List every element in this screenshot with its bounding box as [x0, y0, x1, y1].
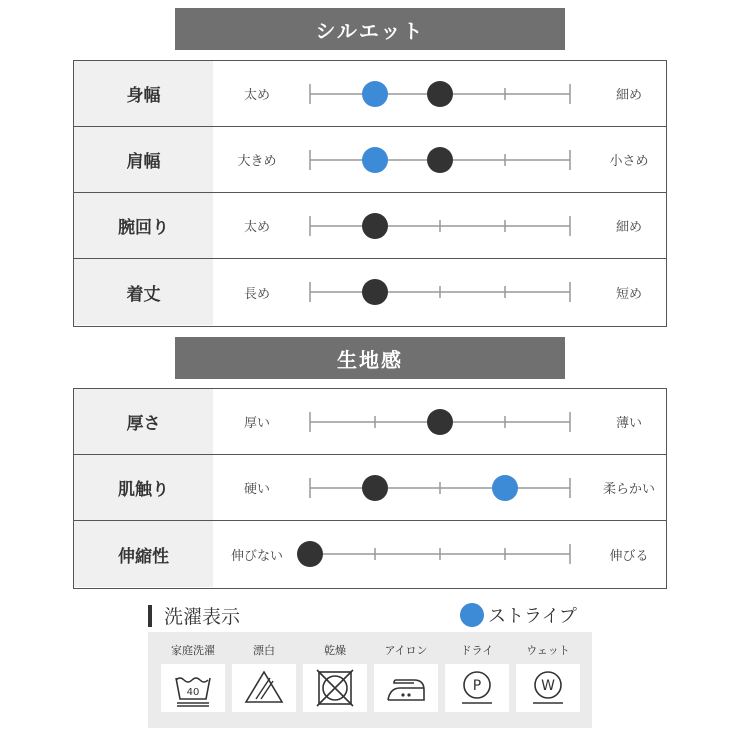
scale-container	[74, 193, 668, 258]
care-label: ドライ	[460, 644, 494, 657]
scale-left-label: 太め	[243, 220, 270, 235]
scale-left-label: 大きめ	[237, 154, 277, 169]
care-item	[161, 640, 225, 712]
scale-container	[74, 521, 668, 587]
wet-clean-w-icon	[516, 664, 580, 712]
silhouette-row	[74, 61, 666, 127]
stripe-marker-dot	[362, 81, 388, 107]
washing-title-group	[148, 602, 240, 629]
scale-right-label: 伸びる	[609, 548, 649, 564]
scale-right-label: 柔らかい	[602, 482, 655, 497]
rating-scale	[74, 455, 668, 521]
row-label: 着丈	[74, 259, 213, 325]
silhouette-header	[175, 8, 565, 50]
rating-scale	[74, 521, 668, 587]
row-label: 厚さ	[74, 389, 213, 454]
rating-scale	[74, 127, 668, 193]
svg-text:40: 40	[186, 687, 200, 698]
row-label: 腕回り	[74, 193, 213, 258]
scale-right-label: 短め	[615, 286, 642, 302]
care-label: 乾燥	[324, 644, 346, 657]
material-table	[73, 388, 667, 589]
marker-dot	[362, 279, 388, 305]
iron-medium-icon	[374, 664, 438, 712]
care-item	[374, 640, 438, 712]
scale-right-label: 薄い	[615, 416, 642, 431]
care-label: 家庭洗濯	[171, 644, 215, 657]
rating-scale	[74, 259, 668, 325]
row-label: 肌触り	[74, 455, 213, 520]
svg-text:W: W	[541, 678, 555, 694]
marker-dot	[362, 475, 388, 501]
scale-left-label: 長め	[243, 286, 270, 302]
silhouette-title: シルエット	[315, 18, 425, 43]
care-label: アイロン	[384, 644, 428, 657]
row-label: 伸縮性	[74, 521, 213, 587]
marker-dot	[297, 541, 323, 567]
stripe-marker-dot	[362, 147, 388, 173]
row-label: 身幅	[74, 61, 213, 126]
legend	[460, 602, 577, 628]
no-bleach-icon	[232, 664, 296, 712]
material-row	[74, 521, 666, 587]
scale-right-label: 小さめ	[609, 154, 649, 169]
marker-dot	[427, 409, 453, 435]
scale-container	[74, 61, 668, 126]
washing-panel	[148, 632, 592, 728]
scale-right-label: 細め	[615, 88, 642, 103]
silhouette-table	[73, 60, 667, 327]
scale-right-label: 細め	[615, 220, 642, 235]
scale-container	[74, 455, 668, 520]
material-row	[74, 389, 666, 455]
legend-dot-icon	[460, 603, 484, 627]
care-item	[445, 640, 509, 712]
silhouette-row	[74, 259, 666, 325]
row-label: 肩幅	[74, 127, 213, 192]
marker-dot	[362, 213, 388, 239]
material-row	[74, 455, 666, 521]
dry-clean-p-icon	[445, 664, 509, 712]
care-item	[303, 640, 367, 712]
care-label: ウェット	[526, 644, 570, 657]
care-item	[232, 640, 296, 712]
marker-dot	[427, 147, 453, 173]
silhouette-row	[74, 193, 666, 259]
care-label: 漂白	[253, 644, 275, 657]
no-tumble-dry-icon	[303, 664, 367, 712]
rating-scale	[74, 389, 668, 455]
scale-left-label: 太め	[243, 88, 270, 103]
svg-text:P: P	[472, 678, 482, 694]
stripe-marker-dot	[492, 475, 518, 501]
scale-left-label: 厚い	[243, 416, 270, 431]
scale-left-label: 伸びない	[230, 548, 283, 564]
legend-label: ストライプ	[488, 606, 577, 627]
washing-title: 洗濯表示	[164, 606, 241, 628]
scale-container	[74, 259, 668, 325]
wash-tub-40-icon	[161, 664, 225, 712]
scale-container	[74, 389, 668, 454]
title-accent-bar	[148, 605, 152, 627]
rating-scale	[74, 193, 668, 259]
scale-left-label: 硬い	[243, 482, 270, 497]
material-header	[175, 337, 565, 379]
silhouette-row	[74, 127, 666, 193]
rating-scale	[74, 61, 668, 127]
care-item	[516, 640, 580, 712]
scale-container	[74, 127, 668, 192]
marker-dot	[427, 81, 453, 107]
material-title: 生地感	[337, 347, 403, 372]
